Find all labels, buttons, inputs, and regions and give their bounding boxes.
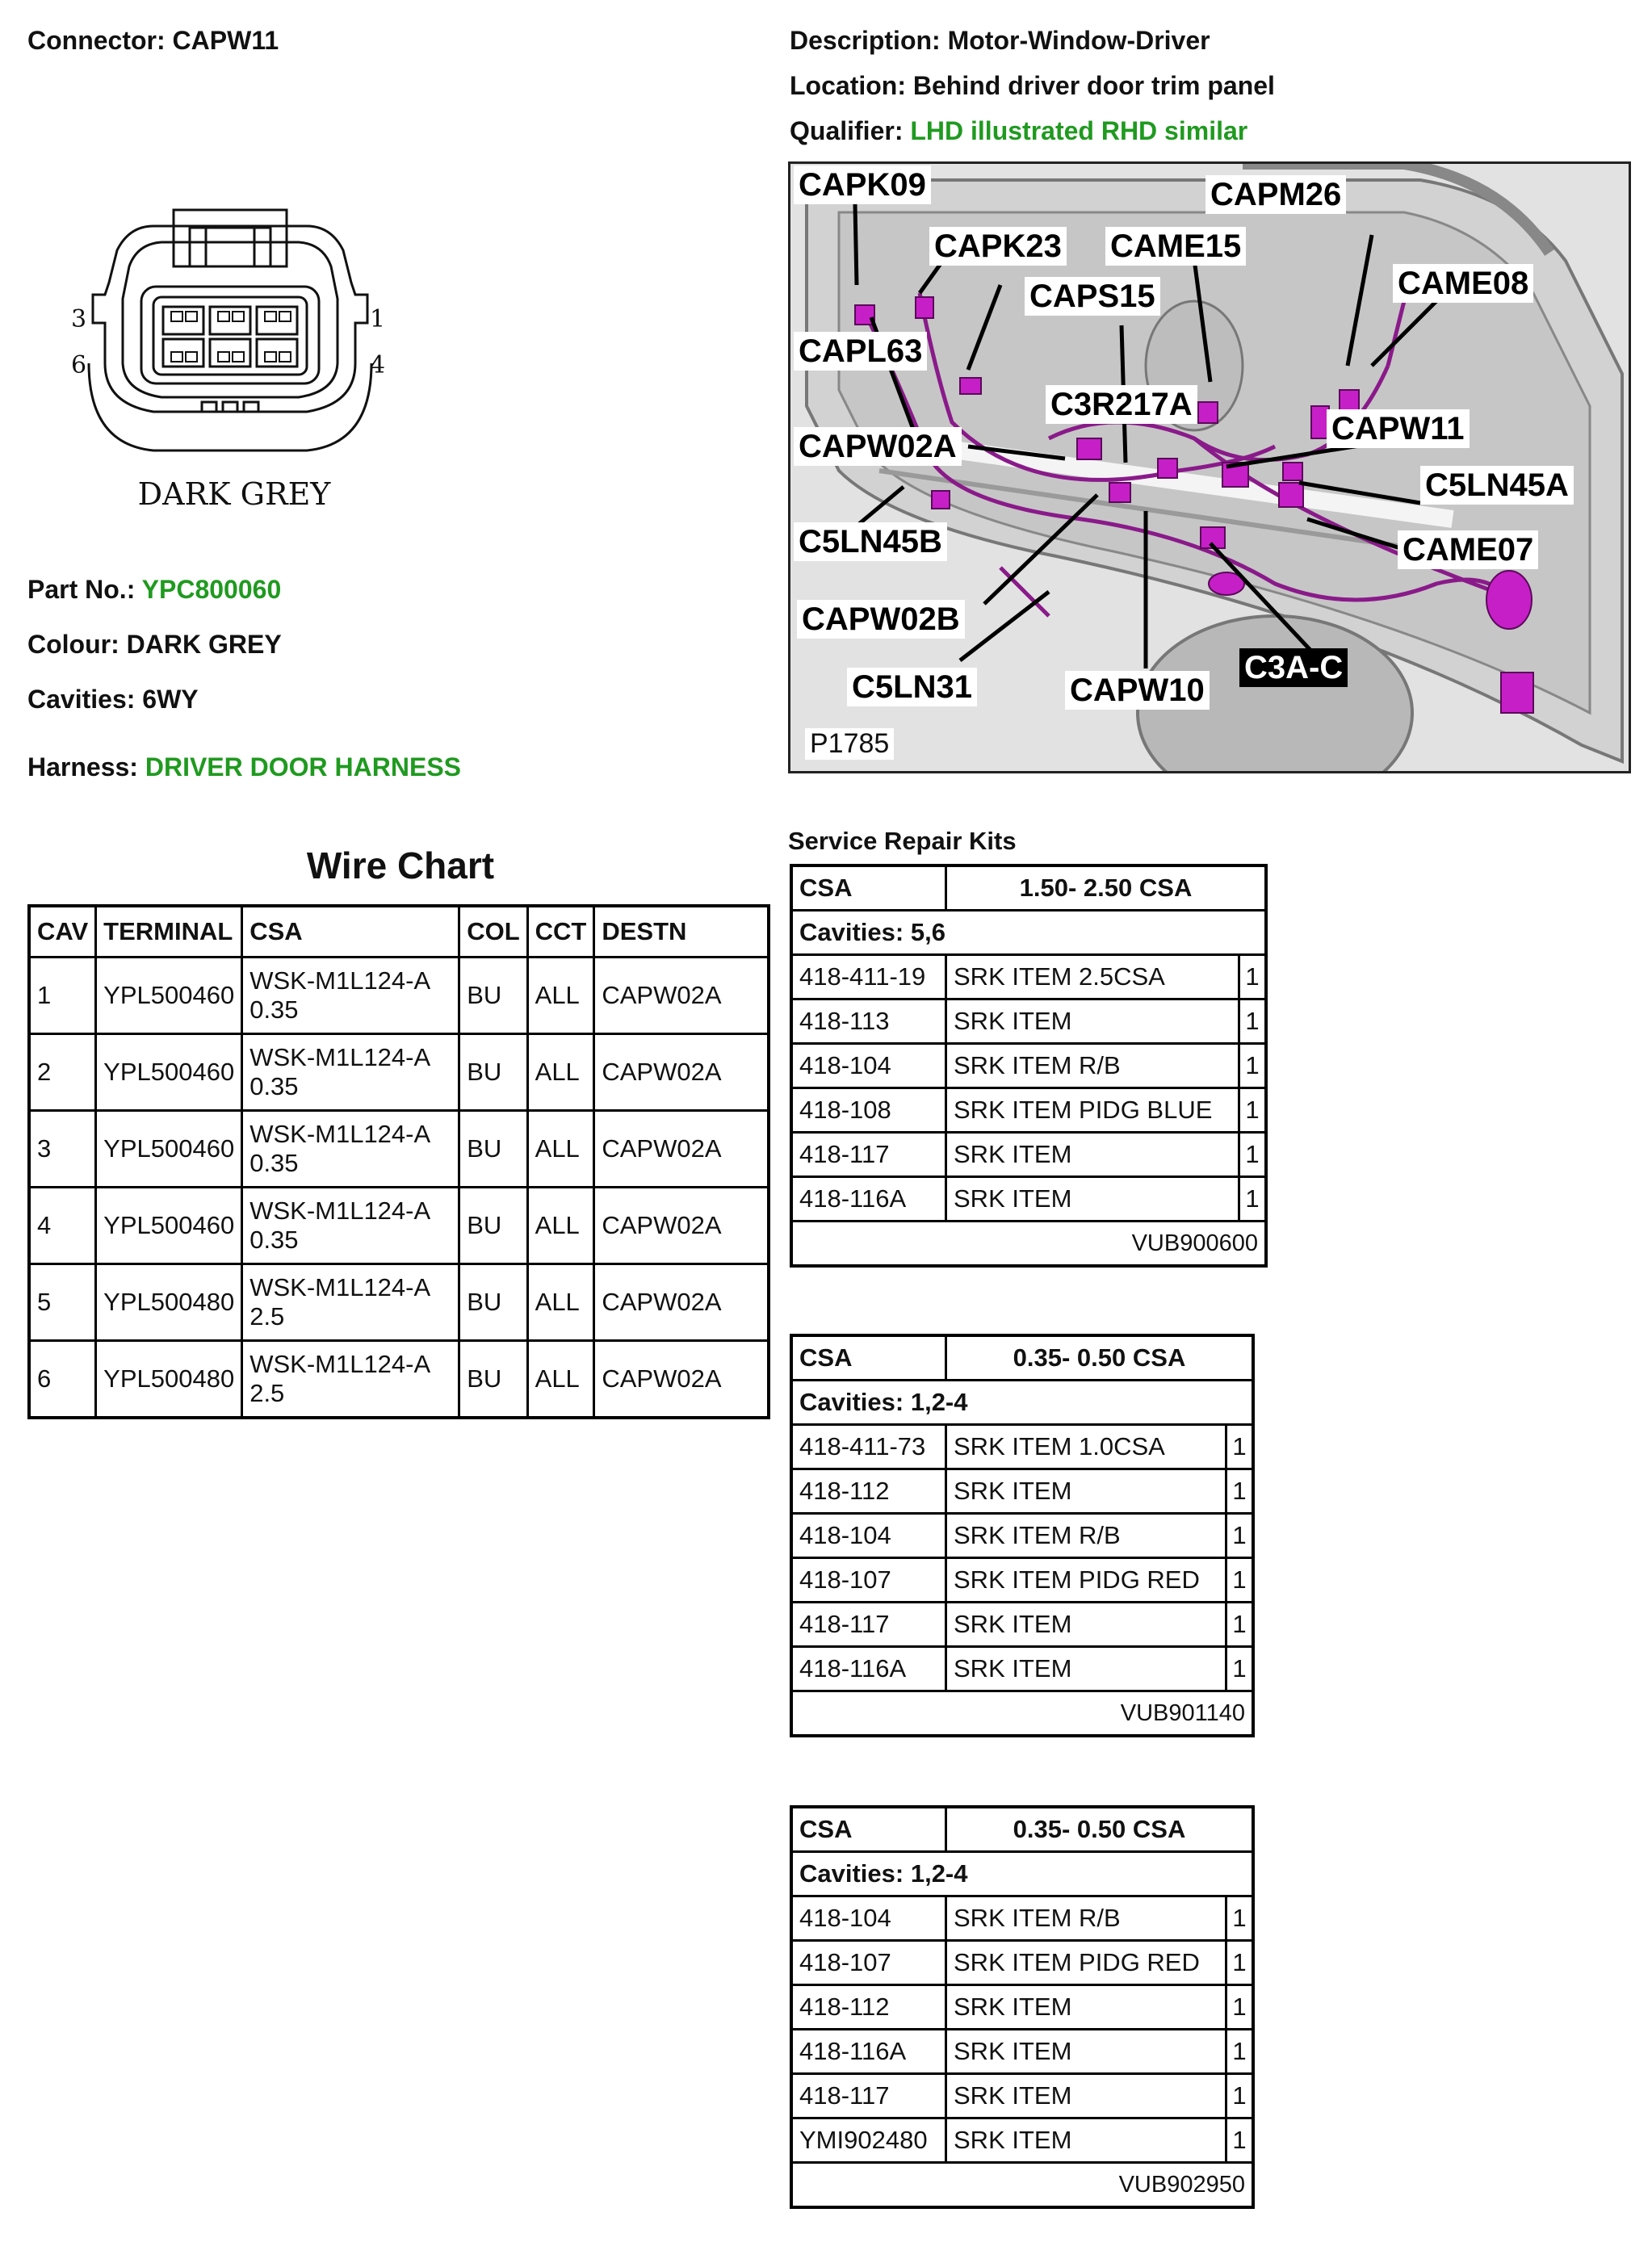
wire-chart-table xyxy=(27,904,770,1419)
callout-c5ln45a: C5LN45A xyxy=(1420,466,1574,505)
callout-c3a-c: C3A-C xyxy=(1239,648,1348,687)
callout-caps15: CAPS15 xyxy=(1025,277,1160,316)
list-item: 418-112 SRK ITEM 1 xyxy=(791,1469,1253,1514)
kit-number-row: VUB902950 xyxy=(791,2163,1253,2208)
col-cct: CCT xyxy=(527,906,594,958)
col-destn: DESTN xyxy=(594,906,769,958)
callout-capw02b: CAPW02B xyxy=(797,600,965,639)
connector-colour-text: DARK GREY xyxy=(137,476,331,512)
table-row: 3 YPL500460 WSK-M1L124-A 0.35 BU ALL CAPW02A xyxy=(29,1111,769,1188)
list-item: 418-107 SRK ITEM PIDG RED 1 xyxy=(791,1558,1253,1603)
pin-3-label: 3 xyxy=(71,305,87,333)
cavities-line: Cavities: 6WY xyxy=(27,685,199,714)
callout-capw02a: CAPW02A xyxy=(794,427,962,466)
col-cav: CAV xyxy=(29,906,96,958)
list-item: 418-108 SRK ITEM PIDG BLUE 1 xyxy=(791,1088,1266,1133)
col-col: COL xyxy=(459,906,527,958)
callout-capl63: CAPL63 xyxy=(794,332,927,371)
image-reference: P1785 xyxy=(805,728,894,760)
table-row: 1 YPL500460 WSK-M1L124-A 0.35 BU ALL CAPW02A xyxy=(29,958,769,1034)
part-number-line: Part No.: YPC800060 xyxy=(27,575,282,604)
kit-cavities-row: Cavities: 1,2-4 xyxy=(791,1381,1253,1425)
list-item: 418-116A SRK ITEM 1 xyxy=(791,1177,1266,1222)
list-item: 418-116A SRK ITEM 1 xyxy=(791,2030,1253,2074)
list-item: 418-411-19 SRK ITEM 2.5CSA 1 xyxy=(791,955,1266,999)
pin-1-label: 1 xyxy=(370,305,386,333)
callout-capk09: CAPK09 xyxy=(794,166,931,204)
connector-face-diagram xyxy=(65,194,404,533)
kit-header-row: CSA 0.35- 0.50 CSA xyxy=(791,1807,1253,1852)
harness-line: Harness: DRIVER DOOR HARNESS xyxy=(27,752,461,782)
callout-came08: CAME08 xyxy=(1393,264,1533,303)
col-csa: CSA xyxy=(242,906,459,958)
list-item: 418-113 SRK ITEM 1 xyxy=(791,999,1266,1044)
door-location-illustration xyxy=(788,161,1631,773)
qualifier-line: Qualifier: LHD illustrated RHD similar xyxy=(790,116,1248,145)
kit-header-row: CSA 1.50- 2.50 CSA xyxy=(791,865,1266,911)
callout-c3r217a: C3R217A xyxy=(1046,385,1197,424)
list-item: 418-104 SRK ITEM R/B 1 xyxy=(791,1514,1253,1558)
callout-c5ln31: C5LN31 xyxy=(847,668,977,706)
list-item: 418-117 SRK ITEM 1 xyxy=(791,1133,1266,1177)
callout-capm26: CAPM26 xyxy=(1205,175,1346,214)
table-row: 5 YPL500480 WSK-M1L124-A 2.5 BU ALL CAPW02A xyxy=(29,1264,769,1341)
pin-4-label: 4 xyxy=(370,351,386,379)
service-kit-1 xyxy=(790,864,1268,1268)
list-item: 418-117 SRK ITEM 1 xyxy=(791,1603,1253,1647)
col-terminal: TERMINAL xyxy=(96,906,242,958)
callout-capw10: CAPW10 xyxy=(1065,671,1210,710)
list-item: YMI902480 SRK ITEM 1 xyxy=(791,2118,1253,2163)
pin-6-label: 6 xyxy=(71,351,87,379)
list-item: 418-104 SRK ITEM R/B 1 xyxy=(791,1896,1253,1941)
connector-heading: Connector: CAPW11 xyxy=(27,26,279,55)
kit-number-row: VUB900600 xyxy=(791,1222,1266,1267)
connector-id: CAPW11 xyxy=(172,26,279,55)
list-item: 418-411-73 SRK ITEM 1.0CSA 1 xyxy=(791,1425,1253,1469)
location-line: Location: Behind driver door trim panel xyxy=(790,71,1275,100)
list-item: 418-117 SRK ITEM 1 xyxy=(791,2074,1253,2118)
wire-chart-header-row xyxy=(29,906,769,958)
kit-cavities-row: Cavities: 1,2-4 xyxy=(791,1852,1253,1896)
list-item: 418-112 SRK ITEM 1 xyxy=(791,1985,1253,2030)
table-row: 2 YPL500460 WSK-M1L124-A 0.35 BU ALL CAPW02A xyxy=(29,1034,769,1111)
service-kits-title: Service Repair Kits xyxy=(788,827,1017,855)
table-row: 6 YPL500480 WSK-M1L124-A 2.5 BU ALL CAPW02A xyxy=(29,1341,769,1419)
callout-capw11: CAPW11 xyxy=(1327,409,1470,448)
wire-chart-title: Wire Chart xyxy=(306,844,495,886)
callout-came07: CAME07 xyxy=(1398,530,1538,569)
list-item: 418-107 SRK ITEM PIDG RED 1 xyxy=(791,1941,1253,1985)
callout-capk23: CAPK23 xyxy=(929,227,1067,266)
service-kit-2 xyxy=(790,1334,1255,1737)
kit-header-row: CSA 0.35- 0.50 CSA xyxy=(791,1335,1253,1381)
description-line: Description: Motor-Window-Driver xyxy=(790,26,1210,55)
list-item: 418-116A SRK ITEM 1 xyxy=(791,1647,1253,1691)
kit-number-row: VUB901140 xyxy=(791,1691,1253,1737)
table-row: 4 YPL500460 WSK-M1L124-A 0.35 BU ALL CAPW02A xyxy=(29,1188,769,1264)
kit-cavities-row: Cavities: 5,6 xyxy=(791,911,1266,955)
callout-c5ln45b: C5LN45B xyxy=(794,522,947,561)
service-kit-3 xyxy=(790,1805,1255,2209)
list-item: 418-104 SRK ITEM R/B 1 xyxy=(791,1044,1266,1088)
callout-came15: CAME15 xyxy=(1105,227,1246,266)
colour-line: Colour: DARK GREY xyxy=(27,630,282,659)
